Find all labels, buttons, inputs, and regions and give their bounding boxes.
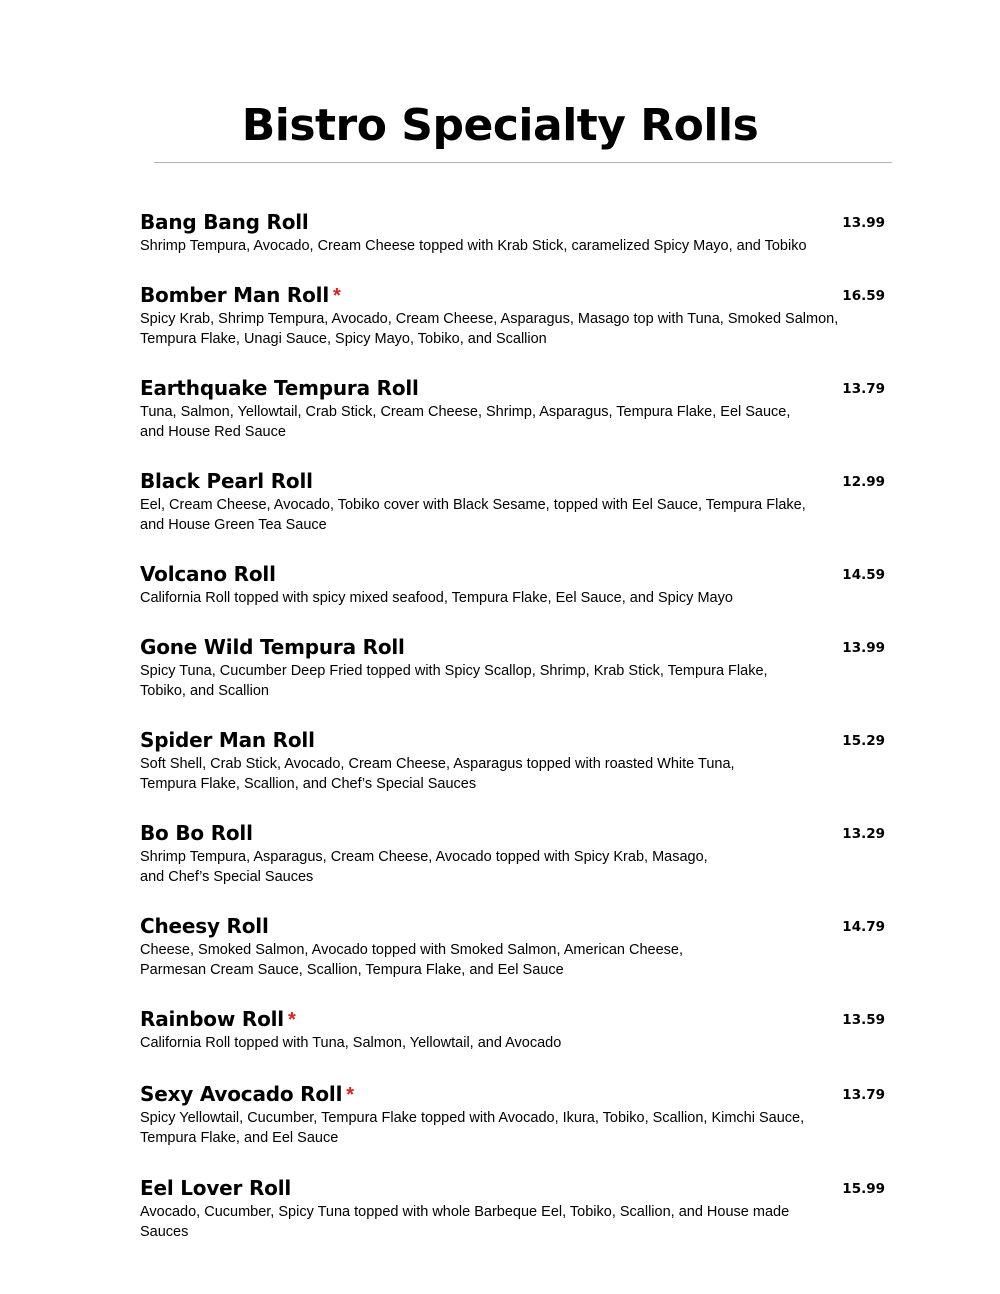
menu-item	[140, 913, 885, 980]
menu-item	[140, 561, 885, 608]
item-price: 13.59	[842, 1012, 885, 1028]
menu-item	[140, 1175, 885, 1242]
item-description: Spicy Yellowtail, Cucumber, Tempura Flake topped with Avocado, Ikura, Tobiko, Scallion, Kimchi Sauce, Tempura Flake, and Eel Sauce	[140, 1110, 805, 1146]
raw-item-marker: *	[332, 285, 341, 307]
item-description: California Roll topped with Tuna, Salmon, Yellowtail, and Avocado	[140, 1035, 562, 1051]
item-description: Soft Shell, Crab Stick, Avocado, Cream Cheese, Asparagus topped with roasted White Tuna, Tempura Flake, Scallion, and Chef’s Special Sauces	[140, 756, 735, 792]
item-price: 13.99	[842, 640, 885, 656]
item-description: Avocado, Cucumber, Spicy Tuna topped with whole Barbeque Eel, Tobiko, Scallion, and House made Sauces	[140, 1204, 790, 1240]
item-price: 14.59	[842, 567, 885, 583]
item-name: Bang Bang Roll	[140, 210, 309, 234]
item-price: 13.79	[842, 381, 885, 397]
menu-item	[140, 634, 885, 701]
item-name: Black Pearl Roll	[140, 469, 313, 493]
item-price: 12.99	[842, 474, 885, 490]
page-title: Bistro Specialty Rolls	[241, 100, 759, 151]
item-description: Shrimp Tempura, Asparagus, Cream Cheese, Avocado topped with Spicy Krab, Masago, and Chef’s Special Sauces	[140, 849, 708, 885]
menu-item	[140, 468, 885, 535]
item-price: 15.29	[842, 733, 885, 749]
item-description: Cheese, Smoked Salmon, Avocado topped with Smoked Salmon, American Cheese, Parmesan Cream Sauce, Scallion, Tempura Flake, and Eel Sauce	[140, 942, 683, 978]
item-price: 14.79	[842, 919, 885, 935]
item-description: California Roll topped with spicy mixed seafood, Tempura Flake, Eel Sauce, and Spicy Mayo	[140, 590, 733, 606]
item-price: 13.29	[842, 826, 885, 842]
menu-item	[140, 1081, 885, 1148]
title-divider	[154, 162, 892, 163]
item-name: Gone Wild Tempura Roll	[140, 635, 405, 659]
raw-item-marker: *	[287, 1009, 296, 1031]
item-price: 13.79	[842, 1087, 885, 1103]
item-name: Sexy Avocado Roll	[140, 1082, 343, 1106]
item-name: Cheesy Roll	[140, 914, 269, 938]
item-name: Eel Lover Roll	[140, 1176, 292, 1200]
menu-item	[140, 727, 885, 794]
item-name: Spider Man Roll	[140, 728, 315, 752]
item-name: Bomber Man Roll	[140, 283, 329, 307]
item-name: Bo Bo Roll	[140, 821, 253, 845]
item-price: 16.59	[842, 288, 885, 304]
item-name: Rainbow Roll	[140, 1007, 284, 1031]
item-price: 13.99	[842, 215, 885, 231]
menu-item	[140, 282, 885, 349]
menu-item	[140, 820, 885, 887]
menu-item	[140, 375, 885, 442]
item-name: Volcano Roll	[140, 562, 276, 586]
item-description: Spicy Tuna, Cucumber Deep Fried topped with Spicy Scallop, Shrimp, Krab Stick, Tempura Flake, Tobiko, and Scallion	[140, 663, 768, 699]
item-description: Tuna, Salmon, Yellowtail, Crab Stick, Cream Cheese, Shrimp, Asparagus, Tempura Flake, Eel Sauce, and House Red Sauce	[140, 404, 791, 440]
menu-item	[140, 209, 885, 256]
item-name: Earthquake Tempura Roll	[140, 376, 419, 400]
item-price: 15.99	[842, 1181, 885, 1197]
raw-item-marker: *	[346, 1084, 355, 1106]
item-description: Spicy Krab, Shrimp Tempura, Avocado, Cream Cheese, Asparagus, Masago top with Tuna, Smoked Salmon, Tempura Flake, Unagi Sauce, Spicy Mayo, Tobiko, and Scallion	[140, 311, 839, 347]
item-description: Shrimp Tempura, Avocado, Cream Cheese topped with Krab Stick, caramelized Spicy Mayo, and Tobiko	[140, 238, 807, 254]
menu-item	[140, 1006, 885, 1053]
item-description: Eel, Cream Cheese, Avocado, Tobiko cover with Black Sesame, topped with Eel Sauce, Tempura Flake, and House Green Tea Sauce	[140, 497, 806, 533]
